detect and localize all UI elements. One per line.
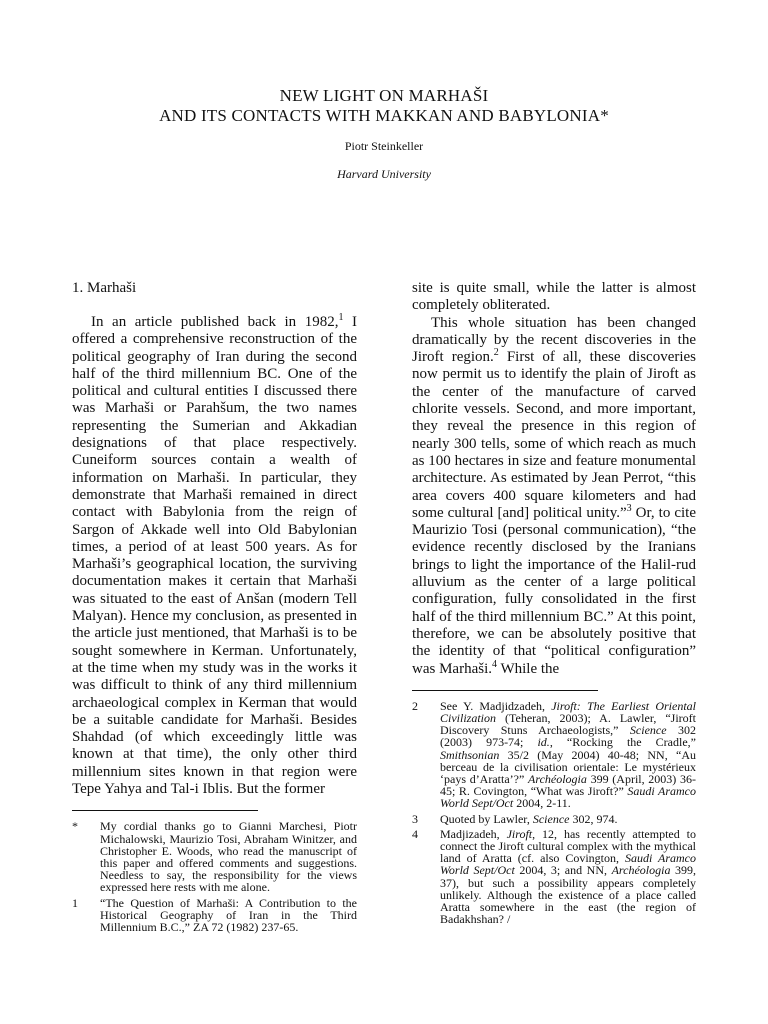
left-column: [72, 280, 357, 936]
footnote-4: 4 Madjizadeh, Jiroft, 12, has recently attempted to connect the Jiroft cultural complex with the mythical land of Aratta (cf. also Covington, Saudi Aramco World Sept/Oct 2004, 3; and NN, Archéologia 399, 37), but such a possibility appears completely unlikely. Although the existence of a place called Aratta somewhere in the east (the region of Badakhshan? /: [412, 826, 697, 927]
author-name: Piotr Steinkeller: [344, 139, 424, 153]
title-line-1: NEW LIGHT ON MARHAŠI: [279, 86, 489, 105]
footnote-divider: [72, 810, 258, 811]
right-paragraph-1: site is quite small, while the latter is almost completely obliterated.: [412, 280, 696, 314]
author-affiliation: Harvard University: [337, 167, 431, 181]
right-column: [412, 280, 696, 928]
section-heading: 1. Marhaši: [72, 280, 137, 296]
footnote-ref-2[interactable]: 2: [493, 347, 499, 359]
footnote-star: * My cordial thanks go to Gianni Marchesi, Piotr Michalowski, Maurizio Tosi, Abraham Winitzer, and Christopher E. Woods, who read the manuscript of this paper and offered comments and suggestions. Needless to say, the responsibility for the views expressed here rests with me alone.: [72, 819, 357, 895]
footnote-ref-1[interactable]: 1: [338, 312, 344, 323]
footnote-1: 1 “The Question of Marhaši: A Contribution to the Historical Geography of Iran in the Third Millennium B.C.,” ZA 72 (1982) 237-65.: [72, 895, 357, 934]
footnote-2: 2 See Y. Madjidzadeh, Jiroft: The Earliest Oriental Civilization (Teheran, 2003); A. Lawler, “Jiroft Discovery Stuns Archaeologists,” Science 302 (2003) 973-74; id., “Rocking the Cradle,” Smithsonian 35/2 (May 2004) 40-48; NN, “Au berceau de la civilisation orientale: Le mystérieux ‘pays d’Aratta’?” Archéologia 399 (April, 2003) 36-45; R. Covington, “What was Jiroft?” Saudi Aramco World Sept/Oct 2004, 2-11.: [412, 698, 697, 811]
paper-title: [0, 86, 768, 126]
title-line-2: AND ITS CONTACTS WITH MAKKAN AND BABYLONIA*: [159, 106, 609, 125]
right-paragraph-2: This whole situation has been changed dramatically by the recent discoveries in the Jiroft region.$^2$ First of all, these discoveries now permit us to identify the plain of Jiroft as the center of the manufacture of carved chlorite vessels. Second, and more important, they reveal the presence in this region of nearly 300 tells, some of which reach as much as 100 hectares in size and feature monumental architecture. As estimated by Jean Perrot, “this area covers 400 square kilometers and had some cultural [and] political unity.”$^3$ Or, to cite Maurizio Tosi (personal communication), “the evidence recently disclosed by the Iranians brings to light the importance of the Halil-rud alluvium as the center of a large political configuration, fully consolidated in the first half of the third millennium BC.” At this point, therefore, we can be absolutely positive that the identity of that “political configuration” was Marhaši.$^4$ While the: [412, 314, 697, 677]
footnote-ref-3[interactable]: 3: [626, 502, 632, 514]
footnote-ref-4[interactable]: 4: [491, 658, 497, 670]
footnote-divider-right: [412, 690, 598, 691]
left-paragraph: In an article published back in 1982,$^1$ I offered a comprehensive reconstruction of the political geography of Iran during the second half of the third millennium BC. One of the political and cultural entities I discussed there was Marhaši or Parahšum, the two names representing the Sumerian and Akkadian designations of that place respectively. Cuneiform sources contain a wealth of information on Marhaši. In particular, they demonstrate that Marhaši remained in direct contact with Babylonia from the reign of Sargon of Akkade well into Old Babylonian times, a period of at least 500 years. As for Marhaši’s geographical location, the surviving documentation makes it certain that Marhaši was situated to the east of Anšan (modern Tell Malyan). Hence my conclusion, as presented in the article just mentioned, that Marhaši is to be sought somewhere in Kerman. Unfortunately, at the time when my study was in the works it was difficult to think of any third millennium archaeological complex in Kerman that would be a suitable candidate for Marhaši. Besides Shahdad (of which exceedingly little was known at that time), the only other third millennium sites known in that region were Tepe Yahya and Tal-i Iblis. But the former: [72, 312, 358, 798]
footnote-3: 3 Quoted by Lawler, Science 302, 974.: [412, 811, 618, 826]
